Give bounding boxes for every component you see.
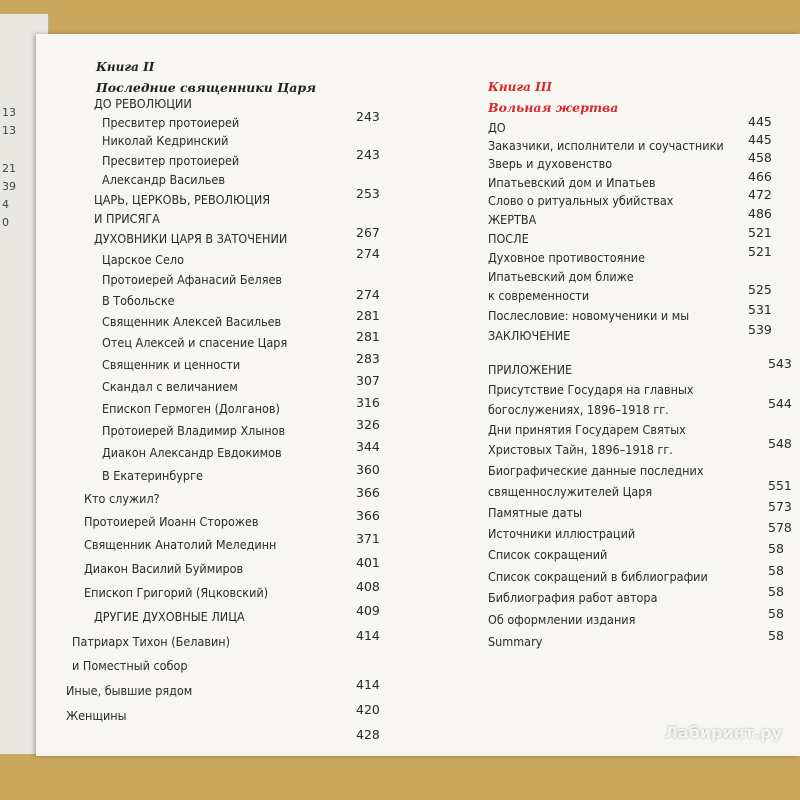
toc-entry-page: 409 — [356, 603, 380, 618]
prev-page-number: 13 — [2, 124, 16, 137]
toc-entry-title: Об оформлении издания — [488, 612, 636, 627]
toc-entry-title: Христовых Тайн, 1896–1918 гг. — [488, 442, 673, 457]
prev-page-number: 39 — [2, 180, 16, 193]
prev-page-number: 13 — [2, 106, 16, 119]
watermark-logo: Лабиринт.ру — [664, 723, 782, 742]
toc-entry-page: 414 — [356, 628, 380, 643]
toc-entry-page: 274 — [356, 287, 380, 302]
toc-entry-title: Библиография работ автора — [488, 590, 658, 605]
toc-entry-page: 283 — [356, 351, 380, 366]
book-iii-title: Вольная жертва — [488, 100, 619, 115]
toc-entry-page: 360 — [356, 462, 380, 477]
toc-entry-title: Пресвитер протоиерей — [102, 153, 240, 168]
toc-entry-title: Женщины — [66, 708, 127, 723]
toc-entry-title: Протоиерей Иоанн Сторожев — [84, 514, 259, 529]
toc-entry-page: 428 — [356, 727, 380, 742]
prev-page-number: 4 — [2, 198, 9, 211]
toc-entry-title: Биографические данные последних — [488, 463, 704, 478]
contents-page — [36, 34, 800, 756]
toc-entry-title: священнослужителей Царя — [488, 484, 653, 499]
toc-entry-title: Список сокращений — [488, 547, 608, 562]
toc-entry-title: Диакон Василий Буймиров — [84, 561, 244, 576]
toc-entry-title: Священник Анатолий Мелединн — [84, 537, 277, 552]
toc-entry-title: Список сокращений в библиографии — [488, 569, 708, 584]
toc-entry-title: Кто служил? — [84, 491, 160, 506]
toc-entry-title: ДО — [488, 120, 506, 135]
toc-entry-page: 531 — [748, 302, 772, 317]
prev-page-number: 0 — [2, 216, 9, 229]
toc-entry-page: 544 — [768, 396, 792, 411]
toc-entry-title: Протоиерей Афанасий Беляев — [102, 272, 283, 287]
toc-entry-title: Священник и ценности — [102, 357, 241, 372]
toc-entry-title: к современности — [488, 288, 590, 303]
toc-entry-page: 267 — [356, 225, 380, 240]
toc-entry-title: Священник Алексей Васильев — [102, 314, 282, 329]
toc-entry-title: богослужениях, 1896–1918 гг. — [488, 402, 669, 417]
toc-entry-page: 543 — [768, 356, 792, 371]
toc-entry-title: Пресвитер протоиерей — [102, 115, 240, 130]
toc-entry-page: 274 — [356, 246, 380, 261]
toc-entry-title: Иные, бывшие рядом — [66, 683, 193, 698]
toc-entry-title: Заказчики, исполнители и соучастники — [488, 138, 724, 153]
toc-entry-page: 58 — [768, 628, 784, 643]
prev-page-number: 21 — [2, 162, 16, 175]
toc-entry-page: 58 — [768, 584, 784, 599]
toc-entry-page: 466 — [748, 169, 772, 184]
toc-entry-title: Памятные даты — [488, 505, 582, 520]
toc-entry-title: В Тобольске — [102, 293, 175, 308]
toc-entry-page: 366 — [356, 485, 380, 500]
toc-entry-title: Отец Алексей и спасение Царя — [102, 335, 288, 350]
toc-entry-page: 344 — [356, 439, 380, 454]
toc-entry-title: ЖЕРТВА — [488, 212, 537, 227]
toc-entry-title: Николай Кедринский — [102, 133, 229, 148]
toc-entry-page: 281 — [356, 329, 380, 344]
toc-entry-title: Зверь и духовенство — [488, 156, 613, 171]
book-iii-label: Книга III — [488, 80, 552, 94]
toc-entry-title: Ипатьевский дом ближе — [488, 269, 634, 284]
toc-entry-title: Дни принятия Государем Святых — [488, 422, 686, 437]
toc-entry-page: 472 — [748, 187, 772, 202]
toc-entry-title: Диакон Александр Евдокимов — [102, 445, 282, 460]
toc-entry-page: 573 — [768, 499, 792, 514]
toc-entry-title: Ипатьевский дом и Ипатьев — [488, 175, 656, 190]
toc-entry-page: 551 — [768, 478, 792, 493]
toc-entry-title: Царское Село — [102, 252, 184, 267]
toc-entry-title: Александр Васильев — [102, 172, 225, 187]
toc-entry-title: Послесловие: новомученики и мы — [488, 308, 690, 323]
toc-entry-page: 243 — [356, 147, 380, 162]
toc-entry-page: 58 — [768, 606, 784, 621]
toc-entry-title: Духовное противостояние — [488, 250, 646, 265]
toc-entry-page: 401 — [356, 555, 380, 570]
toc-entry-title: Источники иллюстраций — [488, 526, 636, 541]
toc-entry-page: 445 — [748, 114, 772, 129]
toc-entry-page: 371 — [356, 531, 380, 546]
toc-entry-page: 521 — [748, 244, 772, 259]
toc-entry-title: ДУХОВНИКИ ЦАРЯ В ЗАТОЧЕНИИ — [94, 231, 288, 246]
toc-entry-page: 578 — [768, 520, 792, 535]
toc-entry-page: 253 — [356, 186, 380, 201]
book-ii-label: Книга II — [96, 60, 155, 74]
toc-entry-title: Summary — [488, 634, 543, 649]
toc-entry-page: 521 — [748, 225, 772, 240]
toc-entry-page: 281 — [356, 308, 380, 323]
toc-entry-page: 539 — [748, 322, 772, 337]
toc-entry-page: 420 — [356, 702, 380, 717]
toc-entry-title: и Поместный собор — [72, 658, 188, 673]
toc-entry-page: 316 — [356, 395, 380, 410]
toc-entry-title: В Екатеринбурге — [102, 468, 203, 483]
toc-entry-title: Епископ Гермоген (Долганов) — [102, 401, 280, 416]
toc-entry-page: 243 — [356, 109, 380, 124]
toc-entry-title: ЗАКЛЮЧЕНИЕ — [488, 328, 571, 343]
toc-entry-page: 307 — [356, 373, 380, 388]
toc-entry-title: И ПРИСЯГА — [94, 211, 160, 226]
toc-entry-title: ЦАРЬ, ЦЕРКОВЬ, РЕВОЛЮЦИЯ — [94, 192, 271, 207]
toc-entry-page: 548 — [768, 436, 792, 451]
toc-entry-page: 58 — [768, 563, 784, 578]
toc-entry-title: Протоиерей Владимир Хлынов — [102, 423, 286, 438]
toc-entry-page: 366 — [356, 508, 380, 523]
toc-entry-page: 58 — [768, 541, 784, 556]
toc-entry-title: ПРИЛОЖЕНИЕ — [488, 362, 573, 377]
toc-entry-title: Патриарх Тихон (Белавин) — [72, 634, 231, 649]
toc-entry-page: 445 — [748, 132, 772, 147]
toc-entry-page: 326 — [356, 417, 380, 432]
toc-entry-page: 525 — [748, 282, 772, 297]
toc-entry-title: ДРУГИЕ ДУХОВНЫЕ ЛИЦА — [94, 609, 245, 624]
toc-entry-title: Присутствие Государя на главных — [488, 382, 694, 397]
toc-entry-title: ДО РЕВОЛЮЦИИ — [94, 96, 192, 111]
toc-entry-title: ПОСЛЕ — [488, 231, 529, 246]
toc-entry-page: 414 — [356, 677, 380, 692]
toc-entry-title: Скандал с величанием — [102, 379, 238, 394]
toc-entry-title: Слово о ритуальных убийствах — [488, 193, 674, 208]
toc-entry-title: Епископ Григорий (Яцковский) — [84, 585, 269, 600]
toc-entry-page: 408 — [356, 579, 380, 594]
book-ii-title: Последние священники Царя — [96, 80, 317, 95]
toc-entry-page: 486 — [748, 206, 772, 221]
toc-entry-page: 458 — [748, 150, 772, 165]
